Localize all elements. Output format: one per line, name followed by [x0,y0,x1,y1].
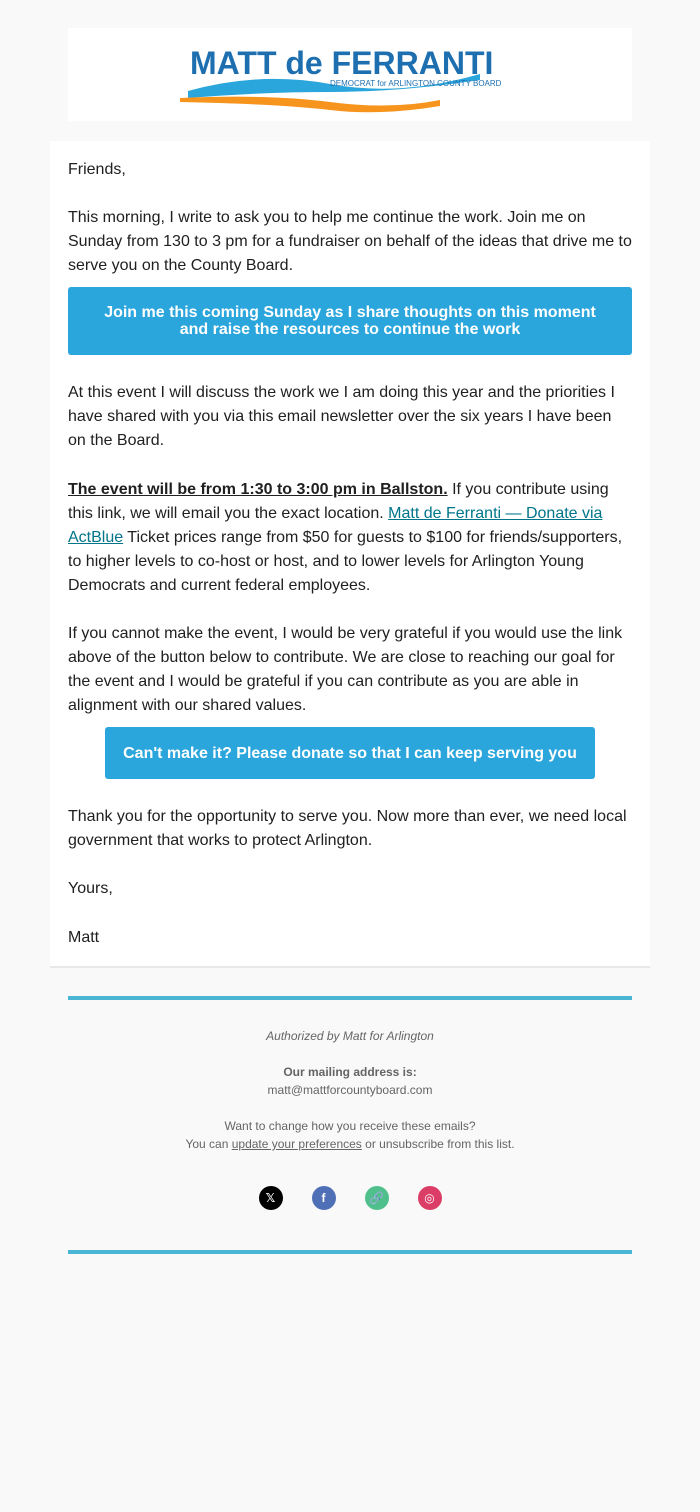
greeting: Friends, [68,161,126,178]
mailing-email: matt@mattforcountyboard.com [267,1083,433,1097]
change-prompt: Want to change how you receive these emails? [224,1119,476,1133]
intro-paragraph: This morning, I write to ask you to help me continue the work. Join me on Sunday from 130 to 3 pm for a fundraiser on behalf of the ideas that drive me to serve you on the County Board. [68,209,632,274]
mailing-label: Our mailing address is: [283,1065,417,1079]
logo-name: MATT de FERRANTI [190,45,494,81]
event-details-paragraph [68,478,632,598]
footer-top-rule [68,996,632,1000]
logo-banner[interactable] [68,28,632,121]
event-text-1: If you contribute using this link, we will email you the exact location. [68,481,609,522]
cannot-attend-paragraph: If you cannot make the event, I would be very grateful if you would use the link above of the button below to contribute. We are close to reaching our goal for the event and I would be grateful if you can contribute as you are able in alignment with our shared values. [68,625,623,714]
join-sunday-button[interactable]: Join me this coming Sunday as I share thoughts on this moment and raise the resources to continue the work [68,287,632,355]
logo-tagline: DEMOCRAT for ARLINGTON COUNTY BOARD [330,79,502,88]
x-icon[interactable]: 𝕏 [259,1186,283,1210]
header [0,0,700,121]
authorized-line [68,1027,632,1045]
logo [180,36,520,116]
unsubscribe-text: or unsubscribe from this list. [361,1137,515,1151]
authorized-text: Authorized by Matt for Arlington [266,1029,434,1043]
email-body [50,141,650,968]
instagram-icon[interactable]: ◎ [418,1186,442,1210]
preferences-block [68,1117,632,1153]
actblue-link[interactable]: Matt de Ferranti — Donate via ActBlue [68,505,603,546]
social-links [0,1186,700,1210]
mailing-address [68,1063,632,1099]
footer-bottom-rule [68,1250,632,1254]
link-icon[interactable]: 🔗 [365,1186,389,1210]
you-can-text: You can [185,1137,232,1151]
thanks-paragraph: Thank you for the opportunity to serve you. Now more than ever, we need local government that works to protect Arlington. [68,808,627,849]
signoff: Yours, [68,880,113,897]
event-time-bold: The event will be from 1:30 to 3:00 pm in Ballston. [68,481,448,498]
facebook-icon[interactable]: f [312,1186,336,1210]
event-paragraph: At this event I will discuss the work we I am doing this year and the priorities I have shared with you via this email newsletter over the six years I have been on the Board. [68,384,615,449]
signature: Matt [68,929,100,946]
donate-button[interactable]: Can't make it? Please donate so that I can keep serving you [105,727,595,779]
update-preferences-link[interactable]: update your preferences [231,1137,362,1151]
event-text-2: Ticket prices range from $50 for guests to $100 for friends/supporters, to higher levels to co-host or host, and to lower levels for Arlington Young Democrats and current federal employees. [68,529,623,594]
